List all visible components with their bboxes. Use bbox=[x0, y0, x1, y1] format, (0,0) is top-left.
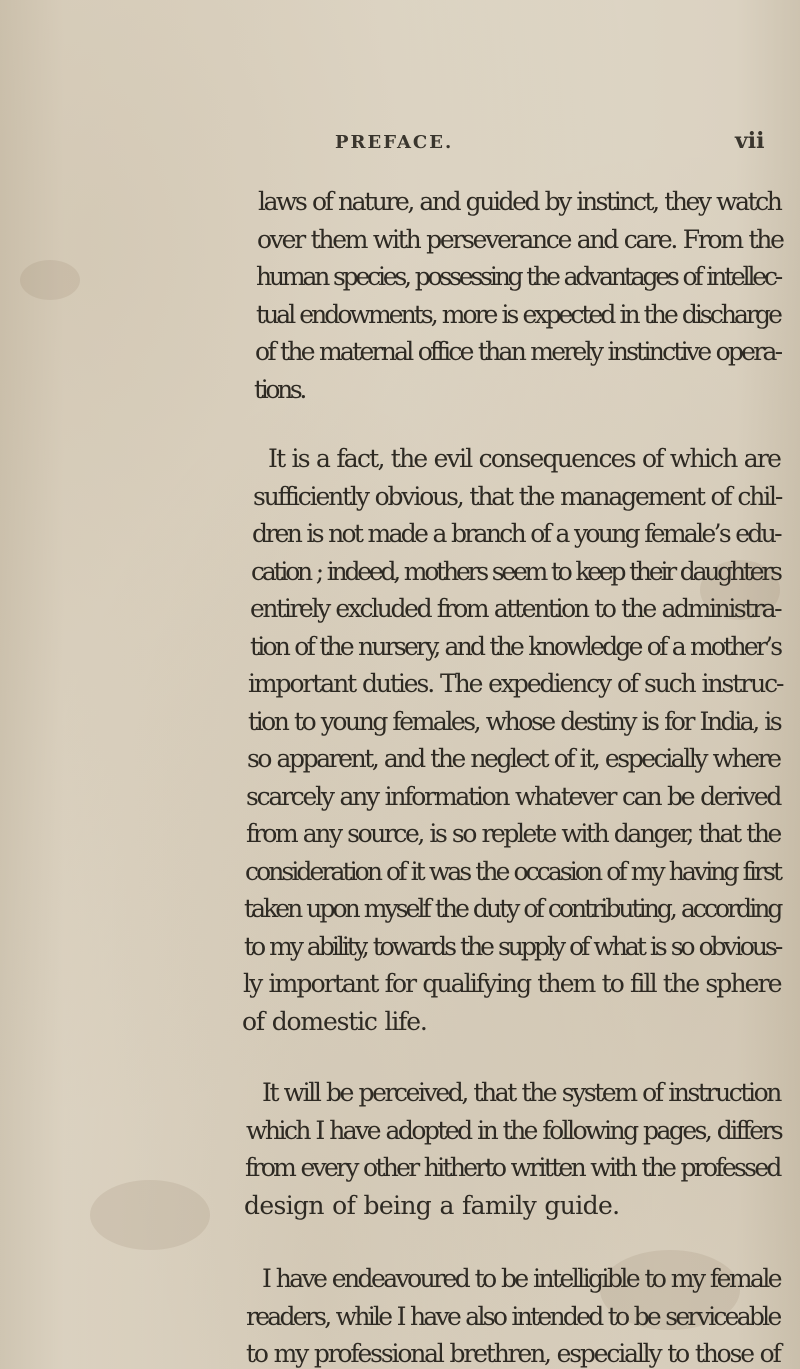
text-line: entirely excluded from attention to the administra- bbox=[250, 594, 781, 623]
text-line: sufficiently obvious, that the management of chil- bbox=[253, 481, 782, 511]
text-line: which I have adopted in the following pages, differs bbox=[246, 1115, 782, 1145]
text-line: of domestic life. bbox=[242, 1006, 427, 1036]
text-line: over them with perseverance and care. From the bbox=[257, 224, 783, 254]
text-line: important duties. The expediency of such instruc- bbox=[248, 669, 783, 698]
text-line: tion to young females, whose destiny is for India, is bbox=[248, 706, 781, 736]
text-line: taken upon myself the duty of contributing, according bbox=[244, 894, 781, 923]
text-line: laws of nature, and guided by instinct, they watch bbox=[258, 187, 781, 216]
text-line: scarcely any information whatever can be derived bbox=[246, 781, 781, 811]
text-line: tual endowments, more is expected in the discharge bbox=[256, 299, 780, 329]
text-line: readers, while I have also intended to be serviceable bbox=[246, 1301, 780, 1331]
text-line: It is a fact, the evil consequences of which are bbox=[268, 444, 781, 473]
running-head bbox=[335, 128, 765, 162]
text-line: tion of the nursery, and the knowledge of a mother’s bbox=[250, 631, 781, 661]
paragraph-3 bbox=[0, 1074, 800, 1224]
body-text bbox=[0, 183, 800, 1369]
text-line: to my professional brethren, especially to those of bbox=[246, 1339, 780, 1368]
paragraph-1 bbox=[0, 183, 800, 408]
paragraph-4 bbox=[0, 1260, 800, 1369]
text-line: design of being a family guide. bbox=[244, 1190, 620, 1220]
running-head-title: PREFACE. bbox=[335, 132, 454, 153]
text-line: dren is not made a branch of a young female’s edu- bbox=[252, 519, 780, 548]
text-line: tions. bbox=[254, 374, 304, 404]
text-line: It will be perceived, that the system of instruction bbox=[262, 1078, 780, 1107]
text-line: I have endeavoured to be intelligible to my female bbox=[262, 1264, 780, 1293]
text-line: of the maternal office than merely instinctive opera- bbox=[255, 337, 781, 366]
paragraph-2 bbox=[0, 440, 800, 1040]
text-line: from any source, is so replete with danger, that the bbox=[246, 819, 780, 848]
text-line: so apparent, and the neglect of it, especially where bbox=[247, 744, 780, 773]
text-line: human species, possessing the advantages of intellec- bbox=[256, 262, 781, 291]
text-line: consideration of it was the occasion of my having first bbox=[245, 856, 781, 886]
text-line: from every other hitherto written with the professed bbox=[245, 1153, 780, 1182]
text-line: cation ; indeed, mothers seem to keep their daughters bbox=[251, 556, 780, 586]
text-line: to my ability, towards the supply of what is so obvious- bbox=[244, 931, 781, 961]
page-number: vii bbox=[735, 128, 765, 154]
text-line: ly important for qualifying them to fill the sphere bbox=[243, 969, 781, 998]
